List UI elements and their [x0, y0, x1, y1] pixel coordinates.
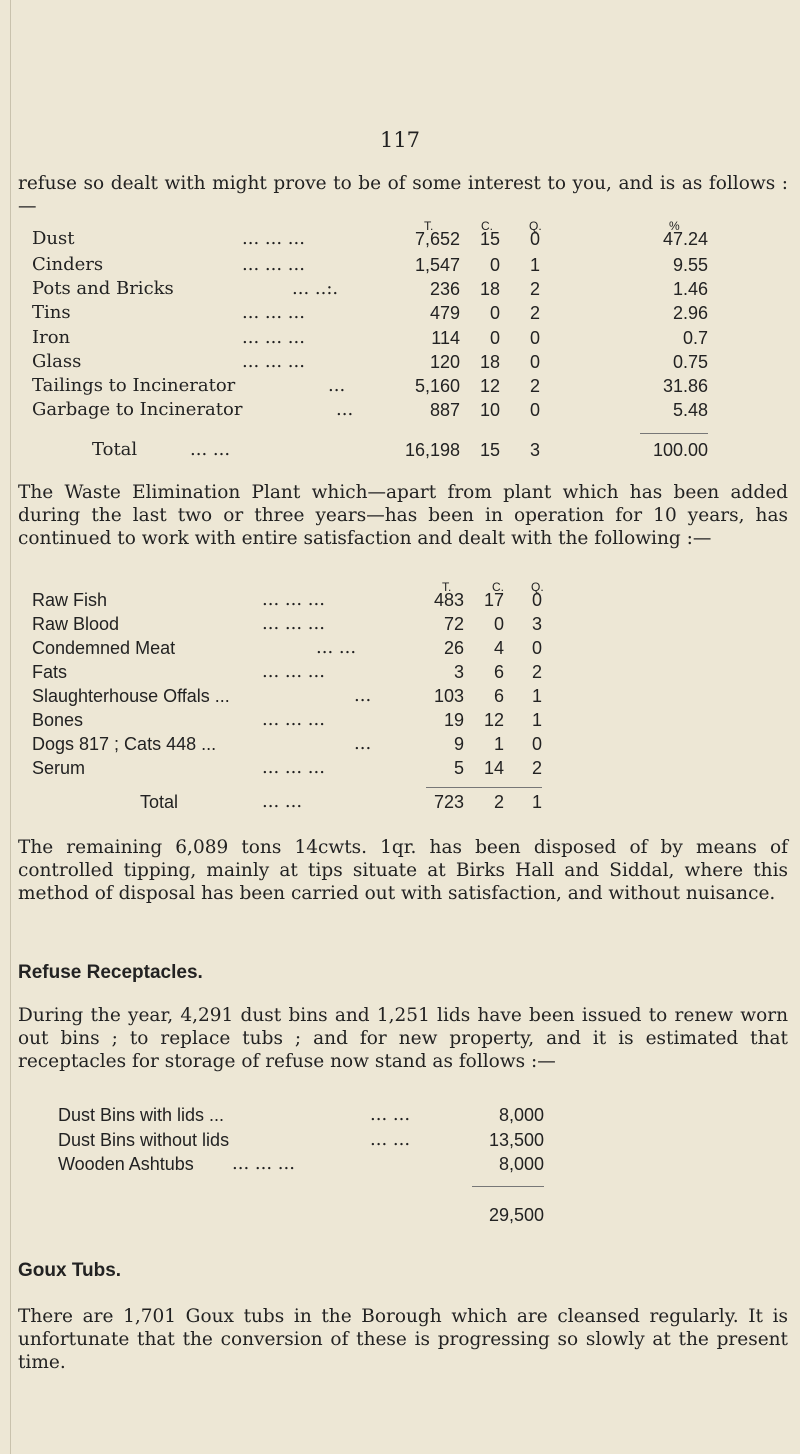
row-percent: 1.46: [672, 279, 708, 299]
row-cwts: 14: [483, 758, 504, 778]
row-percent: 31.86: [662, 376, 708, 396]
heading-goux-tubs: Goux Tubs.: [18, 1260, 122, 1281]
row-qrs: 1: [531, 710, 542, 730]
total-tons: 723: [433, 792, 464, 812]
row-label: Cinders: [32, 254, 104, 275]
row-value: 13,500: [488, 1130, 544, 1150]
disposal-text: The remaining 6,089 tons 14cwts. 1qr. has been disposed of by means of controlled tipping, mainly at tips situate at Birks Hall and Siddal, where this method of disposal has been carried out with satisfaction, and without nuisance.: [18, 837, 788, 904]
row-label: Bones: [32, 710, 84, 730]
header-cwts: C.: [481, 219, 493, 233]
row-dots: ... ... ...: [242, 302, 305, 323]
page-number: 117: [379, 128, 421, 152]
row-dots: ... ... ...: [262, 589, 325, 610]
disposal-paragraph: [18, 836, 788, 905]
row-cwts: 6: [493, 662, 504, 682]
row-tons: 9: [453, 734, 464, 754]
row-dots: ... ... ...: [242, 351, 305, 372]
row-label: Slaughterhouse Offals ...: [32, 686, 230, 706]
total-dots: ... ...: [262, 791, 303, 812]
row-qrs: 0: [531, 734, 542, 754]
row-qrs: 2: [529, 376, 540, 396]
waste-plant-text: The Waste Elimination Plant which—apart from plant which has been added during the last two or three years—has been in operation for 10 years, has continued to work with entire satisfaction and dealt with the following :—: [18, 482, 788, 549]
row-dots: ... ... ...: [232, 1153, 295, 1174]
total-rule: [640, 433, 708, 434]
row-cwts: 12: [479, 376, 500, 396]
row-cwts: 12: [483, 710, 504, 730]
total-percent: 100.00: [652, 440, 708, 460]
row-percent: 9.55: [672, 255, 708, 275]
row-dots: ... ...: [316, 637, 357, 658]
row-tons: 103: [433, 686, 464, 706]
row-tons: 5,160: [414, 376, 460, 396]
row-qrs: 2: [529, 303, 540, 323]
intro-paragraph: [18, 172, 788, 218]
total-cwts: 2: [493, 792, 504, 812]
row-percent: 47.24: [662, 229, 708, 249]
row-value: 8,000: [498, 1105, 544, 1125]
row-dots: ... ..:.: [292, 278, 339, 299]
row-qrs: 1: [529, 255, 540, 275]
row-cwts: 18: [479, 352, 500, 372]
waste-plant-paragraph: [18, 481, 788, 550]
header-tons: T.: [424, 219, 434, 233]
row-label: Serum: [32, 758, 86, 778]
row-qrs: 2: [531, 662, 542, 682]
row-cwts: 10: [479, 400, 500, 420]
row-value: 8,000: [498, 1154, 544, 1174]
row-cwts: 15: [479, 229, 500, 249]
row-dots: ... ... ...: [242, 327, 305, 348]
total-rule: [472, 1186, 544, 1187]
row-qrs: 2: [531, 758, 542, 778]
row-dots: ... ... ...: [242, 228, 305, 249]
goux-paragraph: [18, 1305, 788, 1374]
row-tons: 120: [429, 352, 460, 372]
row-label: Pots and Bricks: [32, 278, 174, 299]
row-cwts: 0: [489, 255, 500, 275]
row-label: Iron: [32, 327, 71, 348]
row-qrs: 0: [531, 638, 542, 658]
receptacles-paragraph: [18, 1004, 788, 1073]
row-cwts: 4: [493, 638, 504, 658]
row-dots: ... ...: [370, 1129, 411, 1150]
total-qrs: 3: [529, 440, 540, 460]
row-qrs: 0: [529, 328, 540, 348]
intro-text: refuse so dealt with might prove to be of some interest to you, and is as follows :—: [18, 173, 788, 217]
row-dots: ...: [328, 375, 346, 396]
header-cwts: C.: [492, 580, 504, 594]
total-label: Total: [92, 439, 138, 460]
row-dots: ... ...: [370, 1104, 411, 1125]
row-label: Tins: [32, 302, 71, 323]
row-tons: 26: [443, 638, 464, 658]
row-label: Dust: [32, 228, 75, 249]
row-qrs: 2: [529, 279, 540, 299]
row-cwts: 1: [493, 734, 504, 754]
row-cwts: 6: [493, 686, 504, 706]
row-tons: 5: [453, 758, 464, 778]
row-percent: 0.75: [672, 352, 708, 372]
row-dots: ...: [354, 733, 372, 754]
row-tons: 479: [429, 303, 460, 323]
row-tons: 19: [443, 710, 464, 730]
receptacles-total: 29,500: [488, 1205, 544, 1225]
row-qrs: 0: [529, 400, 540, 420]
total-tons: 16,198: [404, 440, 460, 460]
row-tons: 7,652: [414, 229, 460, 249]
row-percent: 5.48: [672, 400, 708, 420]
row-dots: ... ... ...: [262, 613, 325, 634]
total-dots: ... ...: [190, 439, 231, 460]
header-percent: %: [669, 219, 680, 233]
receptacles-text: During the year, 4,291 dust bins and 1,251 lids have been issued to renew worn out bins ; to replace tubs ; and for new property, and it is estimated that receptacles for storage of refuse now stand as follows :—: [18, 1005, 788, 1072]
row-label: Glass: [32, 351, 82, 372]
row-label: Garbage to Incinerator: [32, 399, 243, 420]
row-label: Dust Bins without lids: [58, 1130, 230, 1150]
row-label: Dust Bins with lids ...: [58, 1105, 225, 1125]
row-percent: 0.7: [682, 328, 708, 348]
row-qrs: 3: [531, 614, 542, 634]
header-qrs: Q.: [531, 580, 544, 594]
row-label: Condemned Meat: [32, 638, 176, 658]
row-cwts: 0: [489, 328, 500, 348]
row-qrs: 1: [531, 686, 542, 706]
header-tons: T.: [442, 580, 452, 594]
header-qrs: Q.: [529, 219, 542, 233]
row-qrs: 0: [529, 229, 540, 249]
total-cwts: 15: [479, 440, 500, 460]
row-tons: 72: [443, 614, 464, 634]
row-dots: ...: [336, 399, 354, 420]
row-cwts: 0: [489, 303, 500, 323]
total-qrs: 1: [531, 792, 542, 812]
row-label: Wooden Ashtubs: [58, 1154, 194, 1174]
row-cwts: 0: [493, 614, 504, 634]
row-label: Raw Blood: [32, 614, 120, 634]
row-dots: ...: [354, 685, 372, 706]
goux-text: There are 1,701 Goux tubs in the Borough which are cleansed regularly. It is unfortunate that the conversion of these is progressing so slowly at the present time.: [18, 1306, 788, 1373]
row-tons: 236: [429, 279, 460, 299]
total-label: Total: [140, 792, 179, 812]
row-tons: 3: [453, 662, 464, 682]
row-label: Tailings to Incinerator: [32, 375, 236, 396]
row-tons: 1,547: [414, 255, 460, 275]
row-qrs: 0: [529, 352, 540, 372]
heading-refuse-receptacles: Refuse Receptacles.: [18, 962, 203, 983]
row-cwts: 17: [483, 590, 504, 610]
row-dots: ... ... ...: [262, 709, 325, 730]
row-tons: 887: [429, 400, 460, 420]
row-percent: 2.96: [672, 303, 708, 323]
row-label: Fats: [32, 662, 68, 682]
total-rule: [426, 787, 542, 788]
row-label: Raw Fish: [32, 590, 108, 610]
row-dots: ... ... ...: [262, 757, 325, 778]
row-tons: 483: [433, 590, 464, 610]
row-cwts: 18: [479, 279, 500, 299]
row-qrs: 0: [531, 590, 542, 610]
row-label: Dogs 817 ; Cats 448 ...: [32, 734, 217, 754]
row-dots: ... ... ...: [262, 661, 325, 682]
row-tons: 114: [431, 328, 460, 348]
row-dots: ... ... ...: [242, 254, 305, 275]
